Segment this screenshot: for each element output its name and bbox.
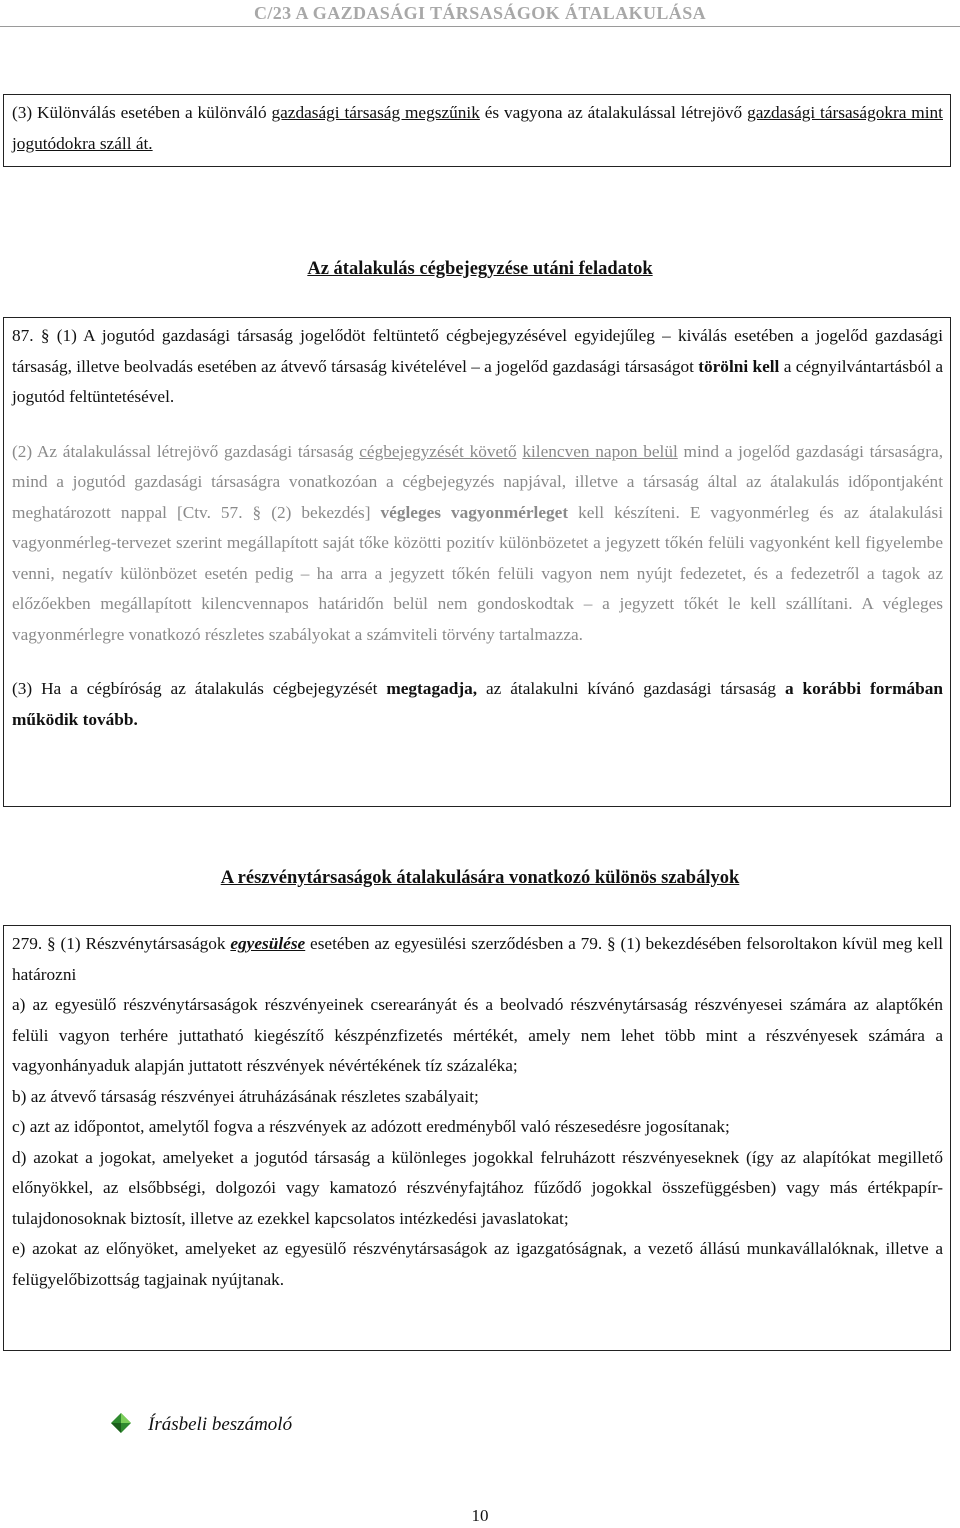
green-diamond-bullet-icon — [110, 1412, 132, 1439]
term-link[interactable]: gazdasági társaságokra mint jogutódokra száll át. — [12, 103, 943, 153]
page-number: 10 — [471, 1506, 489, 1525]
paragraph-87-1: 87. § (1) A jogutód gazdasági társaság jogelődöt feltüntető cégbejegyzésével egyidejűleg – kiválás esetében a jogelőd gazdasági társaság, illetve beolvadás esetében az átvevő társaság kivételével – a jogelőd gazdasági társaságot törölni kell a cégnyilvántartásból a jogutód feltüntetésével. — [12, 326, 944, 406]
page-header — [0, 0, 960, 27]
assignment-label[interactable]: Írásbeli beszámoló — [148, 1414, 293, 1435]
paragraph-87-2: (2) Az átalakulással létrejövő gazdasági társaság cégbejegyzését követő kilencven napon belül mind a jogelőd gazdasági társaságra, mind a jogutód gazdasági társaságra vonatkozóan a cégbejegyzés napjával, illetve a társaság által az átalakulás időpontjaként meghatározott nappal [Ctv. 57. § (2) bekezdés] végleges vagyonmérleget kell készíteni. E vagyonmérleg és az átalakulási vagyonmérleg-tervezet szerint megállapított saját tőke közötti pozitív különbözetet a jegyzett tőkén felüli vagyonként kell figyelembe venni, negatív különbözet esetén pedig – ha arra a jegyzett tőkén felüli vagyon nem nyújt fedezetet, és a fedezetről a tagok az előzőekben megállapított kilencvennapos határidőn belül nem gondoskodtak – a jegyzett tőkét le kell szállítani. A végleges vagyonmérlegre vonatkozó részletes szabályokat a számviteli törvény tartalmazza. — [12, 441, 944, 644]
list-item-e: e) azokat az előnyöket, amelyeket az egyesülő részvénytársaságok az igazgatóságnak, a vezető állású munkavállalóknak, illetve a felügyelőbizottság tagjainak nyújtanak. — [12, 1239, 943, 1289]
list-item-d: d) azokat a jogokat, amelyeket a jogutód társaság a különleges jogokkal felruházott részvényeseknek (így az alapítókat megillető előnyökkel, az elsőbbségi, dolgozói vagy kamatozó részvényfajtához fűződő jogokkal összefüggésben) vagy más értékpapír-tulajdonosoknak biztosít, illetve az ezekkel kapcsolatos intézkedési javaslatokat; — [12, 1147, 943, 1228]
paragraph-split-3: (3) Különválás esetében a különváló gazdasági társaság megszűnik és vagyona az átalakulással létrejövő gazdasági társaságokra mint jogutódokra száll át. — [12, 103, 943, 153]
term-link[interactable]: cégbejegyzését követő — [359, 441, 517, 461]
list-item-a: a) az egyesülő részvénytársaságok részvényeinek cserearányát és a beolvadó részvénytársaság részvényesei számára az alaptőkén felüli vagyon terhére juttatható kiegészítő készpénzfizetés mértékét, amely nem lehet több mint a részvényesek számára a vagyonhányaduk alapján juttatott részvények névértékének tíz százaléka; — [12, 995, 943, 1075]
term-link[interactable]: gazdasági társaság megszűnik — [271, 103, 480, 122]
text-box-split — [3, 94, 951, 167]
paragraph-279-intro: 279. § (1) Részvénytársaságok egyesülése esetében az egyesülési szerződésben a 79. § (1) bekezdésében felsoroltakon kívül meg kell határozni — [12, 934, 943, 984]
text-box-279 — [3, 925, 951, 1351]
list-item-b: b) az átvevő társaság részvényei átruházásának részletes szabályait; — [12, 1086, 479, 1106]
term-link[interactable]: egyesülése — [230, 934, 306, 953]
list-item-c: c) azt az időpontot, amelytől fogva a részvények az adózott eredményből való részesedésre jogosítanak; — [12, 1117, 730, 1136]
assignment-item[interactable] — [110, 1410, 292, 1440]
running-title: C/23 A GAZDASÁGI TÁRSASÁGOK ÁTALAKULÁSA — [253, 3, 707, 23]
section-heading-rt: A részvénytársaságok átalakulására vonatkozó különös szabályok — [220, 868, 740, 888]
term-link[interactable]: kilencven napon belül — [522, 441, 678, 461]
paragraph-87-3: (3) Ha a cégbíróság az átalakulás cégbejegyzését megtagadja, az átalakulni kívánó gazdasági társaság a korábbi formában működik tovább. — [12, 679, 943, 729]
text-box-87 — [3, 317, 951, 807]
section-heading-registration: Az átalakulás cégbejegyzése utáni feladatok — [307, 259, 653, 279]
